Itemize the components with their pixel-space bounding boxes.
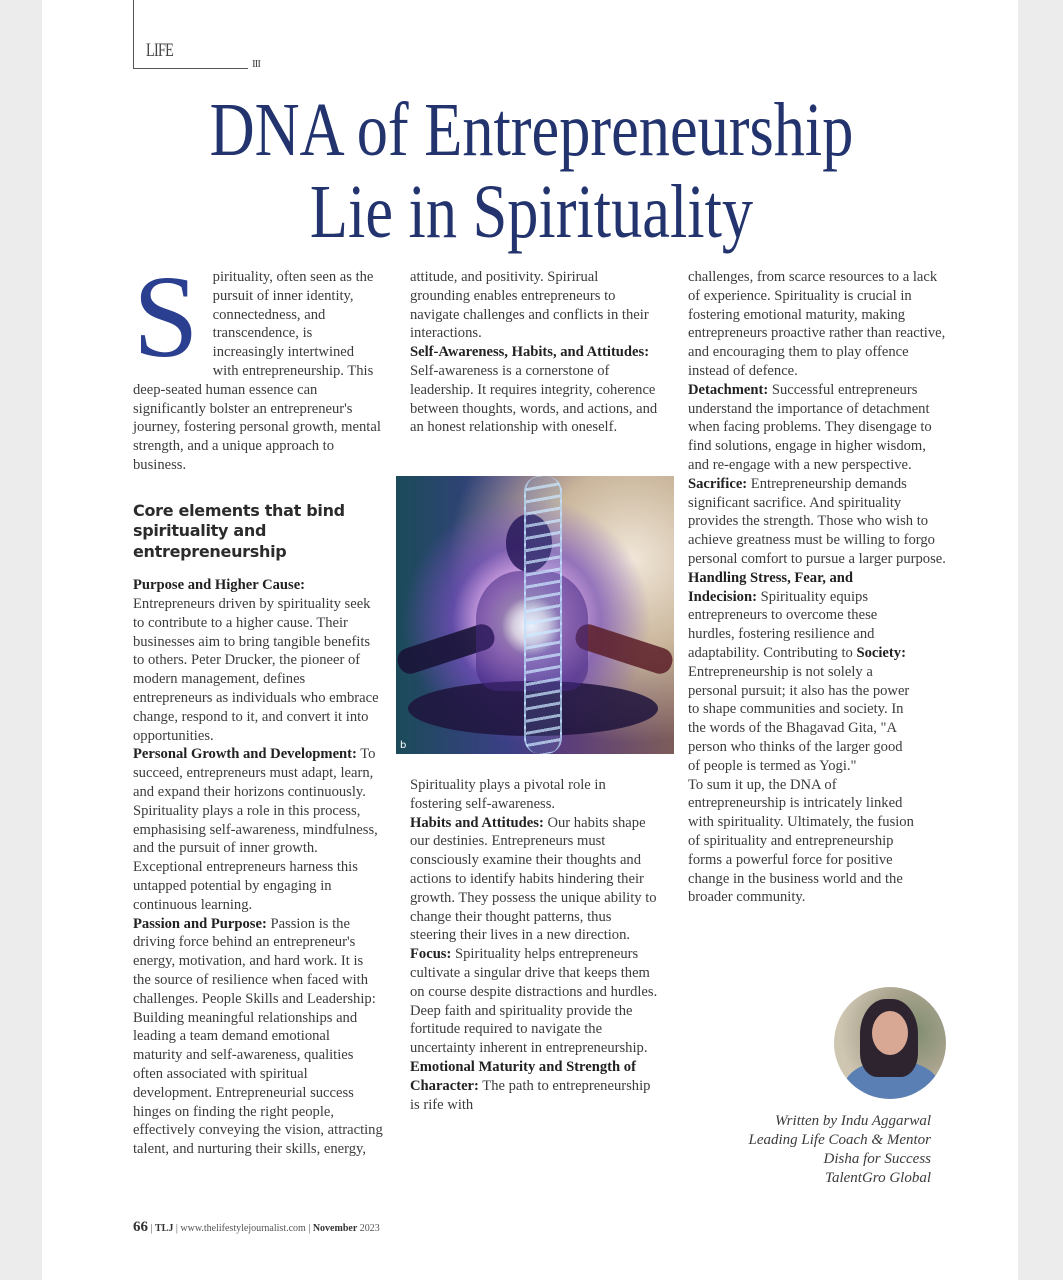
conclusion-paragraph [688,776,923,908]
issue-month: November [312,1223,358,1234]
author-byline [749,1112,932,1188]
section-heading: Society: [856,644,906,661]
article-column-1 [133,251,383,1159]
avatar-face [872,1011,908,1055]
section-text: Self-awareness is a cornerstone of leadership. It requires integrity, coherence between thoughts, words, and actions, and an honest relationship with oneself. [410,362,658,436]
section-subheading: Core elements that bind spirituality and entrepreneurship [133,500,345,561]
section-tag-mark: III [252,58,260,70]
section-emotional-maturity [410,1058,660,1114]
byline-title: Leading Life Coach & Mentor [748,1132,931,1148]
section-heading: Personal Growth and Development: [133,746,357,763]
section-text: Spirituality helps entrepreneurs cultivate a singular drive that keeps them on course despite distractions and hurdles. Deep faith and spirituality provide the fortitude required to navigate the uncertainty inherent in entrepreneurship. [410,946,658,1057]
section-heading: Focus: [410,946,452,963]
section-heading: Emotional Maturity and Strength of Character: [410,1058,636,1094]
section-text: Spirituality equips entrepreneurs to overcome these hurdles, fostering resilience and adaptability. Contributing to [688,588,878,661]
page-footer [133,1219,380,1236]
footer-separator: | [308,1223,311,1234]
section-heading: Detachment: [688,381,769,398]
author-avatar [834,987,946,1099]
section-passion [133,915,383,1159]
article-title-line-1: DNA of Entrepreneurship [209,88,854,172]
section-heading: Passion and Purpose: [133,915,267,932]
article-column-2 [410,268,660,437]
image-corner-mark: b [400,740,407,751]
section-continuation [410,268,660,343]
article-column-3 [688,268,948,907]
section-detachment [688,381,948,475]
section-habits [410,814,660,946]
section-text: To succeed, entrepreneurs must adapt, learn, and expand their horizons continuously. Spirituality plays a role in this process, emphasising self-awareness, mindfulness, and the pursuit of inner growth. Exceptional entrepreneurs harness this untapped potential by engaging in continuous learning. [133,746,378,913]
section-heading: Sacrifice: [688,475,748,492]
section-text: Entrepreneurship demands significant sacrifice. And spirituality provides the strength. Those who wish to achieve greatness must be willing to forgo personal comfort to pursue a larger purpose. [688,475,946,567]
article-title-line-2: Lie in Spirituality [309,170,754,254]
section-continuation [688,268,948,381]
section-text: attitude, and positivity. Spirirual grounding enables entrepreneurs to navigate challenges and conflicts in their interactions. [410,269,649,342]
section-text: To sum it up, the DNA of entrepreneurship is intricately linked with spirituality. Ultimately, the fusion of spirituality and entrepreneurship forms a powerful force for positive change in the business world and the broader community. [688,776,914,906]
byline-author: Written by Indu Aggarwal [775,1113,931,1129]
section-text: Entrepreneurship is not solely a personal pursuit; it also has the power to shape communities and society. In the words of the Bhagavad Gita, "A person who thinks of the larger good of people is termed as Yogi." [688,663,910,774]
section-handling-stress [688,569,918,776]
section-text: Our habits shape our destinies. Entrepreneurs must consciously examine their thoughts and actions to identify habits hindering their growth. They possess the unique ability to change their thought patterns, thus steering their lives in a new direction. [410,814,657,944]
section-heading: Purpose and Higher Cause: [133,577,306,594]
intro-text: pirituality, often seen as the pursuit of inner identity, connectedness, and transcendence, is increasingly intertwined with entrepreneurship. This deep-seated human essence can significantly bolster an entrepreneur's journey, fostering personal growth, mental strength, and a unique approach to business. [133,269,381,473]
article-column-2-lower [410,776,660,1114]
byline-org-2: TalentGro Global [825,1170,931,1186]
section-heading: Habits and Attitudes: [410,814,544,831]
section-continuation [410,776,660,814]
issue-year: 2023 [359,1223,380,1234]
magazine-abbrev: TLJ [155,1223,174,1234]
section-heading: Handling Stress, Fear, and Indecision: [688,569,854,605]
byline-org-1: Disha for Success [823,1151,931,1167]
section-personal-growth [133,745,383,914]
section-text: Spirituality plays a pivotal role in fostering self-awareness. [410,777,606,812]
section-self-awareness [410,343,660,437]
section-purpose [133,576,383,745]
section-sacrifice [688,475,948,569]
section-heading: Self-Awareness, Habits, and Attitudes: [410,344,650,361]
footer-separator: | [150,1223,153,1234]
section-text: The path to entrepreneurship is rife with [410,1077,651,1113]
section-tag: LIFE [146,40,174,61]
article-illustration [396,476,674,754]
section-focus [410,945,660,1058]
dna-helix-icon [524,476,562,754]
footer-separator: | [175,1223,178,1234]
drop-cap: S [133,251,199,382]
website-link[interactable]: www.thelifestylejournalist.com [180,1223,306,1234]
section-text: Entrepreneurs driven by spirituality seek to contribute to a higher cause. Their businesses aim to bring tangible benefits to others. Peter Drucker, the pioneer of modern management, defines entrepreneurs as individuals who embrace change, respond to it, and convert it into opportunities. [133,596,379,744]
section-text: challenges, from scarce resources to a lack of experience. Spirituality is crucial in fostering emotional maturity, making entrepreneurs proactive rather than reactive, and encouraging them to play offence instead of defence. [688,269,946,379]
intro-paragraph [133,251,383,475]
section-text: Passion is the driving force behind an entrepreneur's energy, motivation, and hard work. It is the source of resilience when faced with challenges. People Skills and Leadership: Building meaningful relationships and leading a team demand emotional maturity and self-awareness, qualities often associated with spiritual development. Entrepreneurial success hinges on finding the right people, effectively conveying the vision, attracting talent, and nurturing their skills, energy, [133,915,383,1158]
section-text: Successful entrepreneurs understand the importance of detachment when facing problems. They disengage to find solutions, engage in higher wisdom, and re-engage with a new perspective. [688,381,932,473]
page-number: 66 [133,1219,148,1235]
